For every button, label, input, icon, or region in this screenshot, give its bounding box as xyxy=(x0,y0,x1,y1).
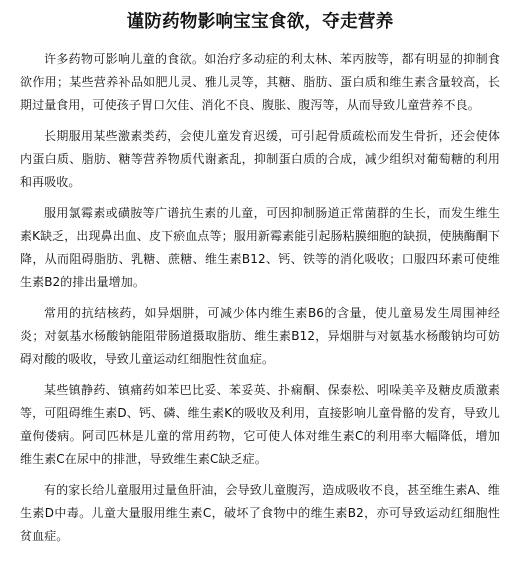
paragraph-6: 有的家长给儿童服用过量鱼肝油，会导致儿童腹泻，造成吸收不良，甚至维生素A、维生素D中毒。儿童大量服用维生素C，破坏了食物中的维生素B2，亦可导致运动红细胞性贫血症。 xyxy=(20,483,501,543)
paragraph-4: 常用的抗结核药，如异烟肼，可减少体内维生素B6的含量，使儿童易发生周围神经炎；对氨基水杨酸钠能阻带肠道摄取脂肪、维生素B12，异烟肼与对氨基水杨酸钠均可妨碍对酸的吸收，导致儿童运动红细胞性贫血症。 xyxy=(20,306,500,366)
paragraph-3: 服用氯霉素或磺胺等广谱抗生素的儿童，可因抑制肠道正常菌群的生长，而发生维生素K缺乏，出现鼻出血、皮下瘀血点等；服用新霉素能引起肠粘膜细胞的缺损，使胰酶酮下降，从而阻碍脂肪、乳糖、蔗糖、维生素B12、钙、铁等的消化吸收；口服四环素可使维生素B2的排出量增加。 xyxy=(20,206,500,289)
document-title: 谨防药物影响宝宝食欲，夺走营养 xyxy=(126,12,394,32)
paragraph-1: 许多药物可影响儿童的食欲。如治疗多动症的利太林、苯丙胺等，都有明显的抑制食欲作用；某些营养补品如肥儿灵、雅儿灵等，其糖、脂肪、蛋白质和维生素含量较高，长期过量食用，可使孩子胃口欠佳、消化不良、腹胀、腹泻等，从而导致儿童营养不良。 xyxy=(20,52,500,112)
paragraph-5: 某些镇静药、镇痛药如苯巴比妥、苯妥英、扑痫酮、保泰松、吲哚美辛及糖皮质激素等，可阻碍维生素D、钙、磷、维生素K的吸收及利用，直接影响儿童骨骼的发育，导致儿童佝偻病。阿司匹林是儿童的常用药物，它可使人体对维生素C的利用率大幅降低，增加维生素C在尿中的排泄，导致维生素C缺乏症。 xyxy=(20,383,500,466)
paragraph-2: 长期服用某些激素类药，会使儿童发育迟缓，可引起骨质疏松而发生骨折，还会使体内蛋白质、脂肪、糖等营养物质代谢紊乱，抑制蛋白质的合成，减少组织对葡萄糖的利用和再吸收。 xyxy=(20,129,500,189)
